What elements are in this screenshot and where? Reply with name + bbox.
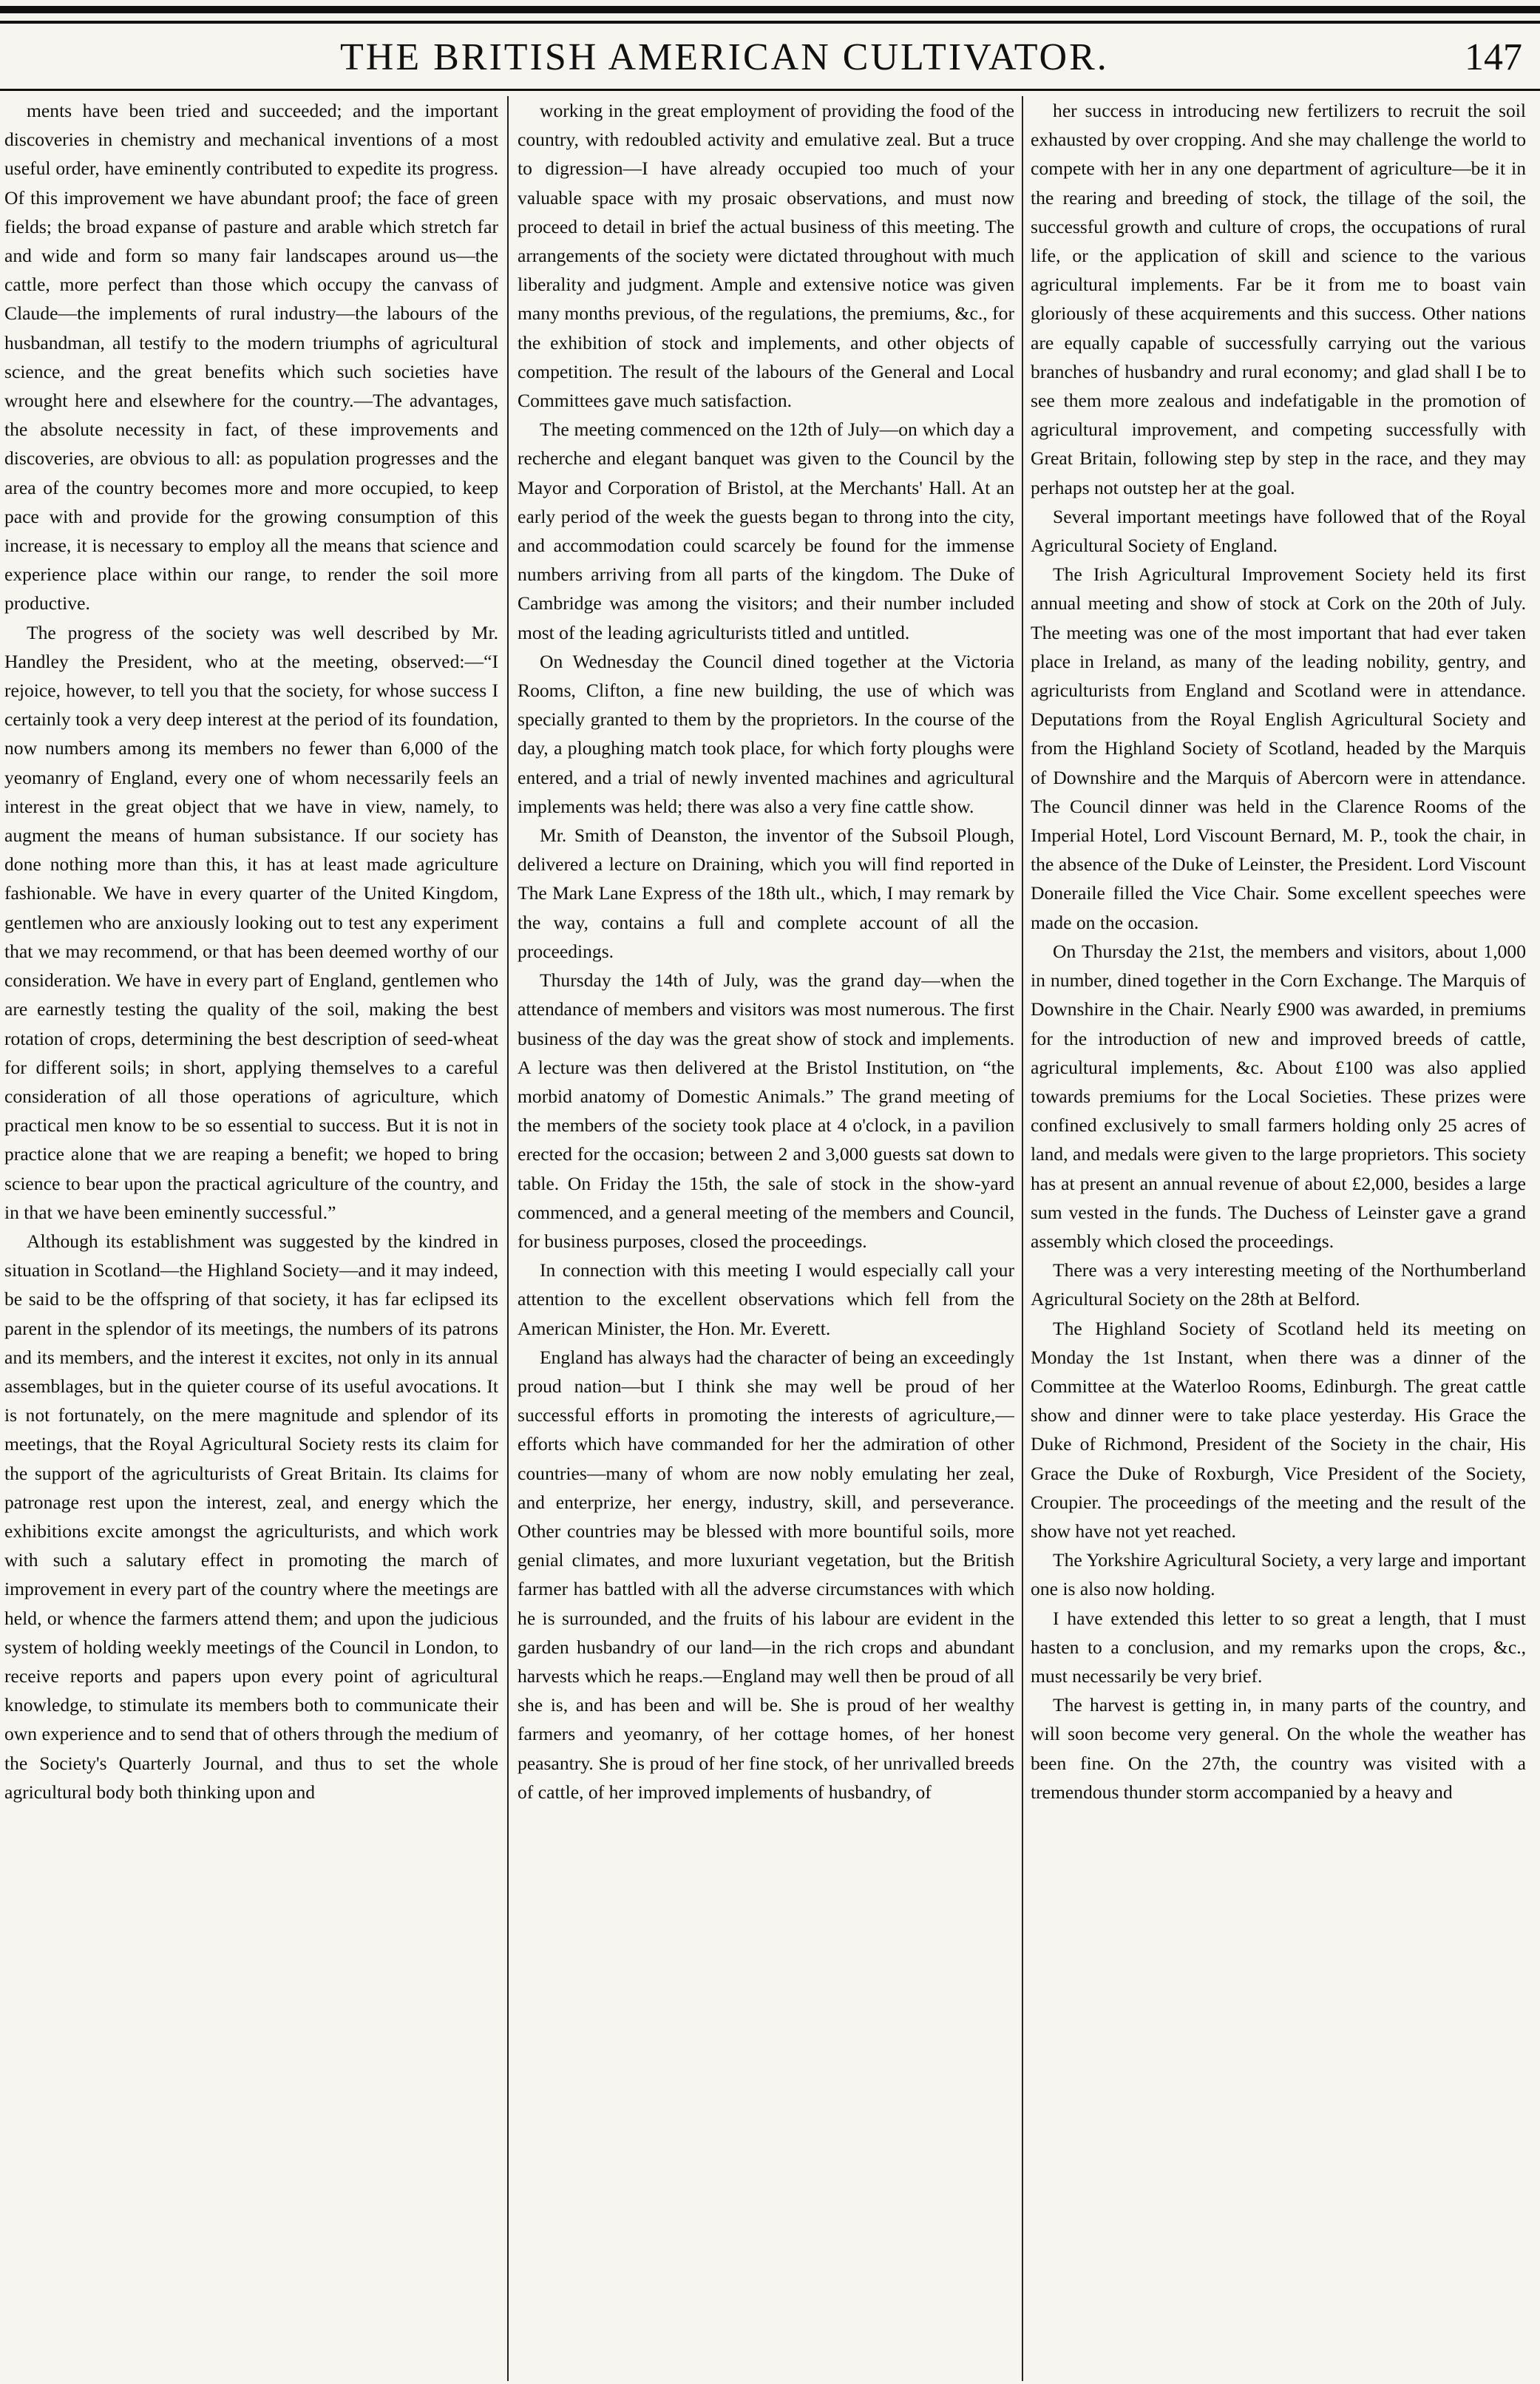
column-divider <box>507 96 509 2381</box>
paragraph: The Highland Society of Scotland held its meeting on Monday the 1st Instant, when there was a dinner of the Committee at the Waterloo Rooms, Edinburgh. The great cattle show and dinner were to take place yesterday. His Grace the Duke of Richmond, President of the Society in the chair, His Grace the Duke of Roxburgh, Vice President of the Society, Croupier. The proceedings of the meeting and the result of the show have not yet reached. <box>1031 1317 1526 1542</box>
top-thin-rule <box>0 21 1540 24</box>
paragraph: Several important meetings have followed that of the Royal Agricultural Society of England. <box>1031 505 1526 557</box>
paragraph: England has always had the character of being an exceedingly proud nation—but I think she may well be proud of her successful efforts in promoting the interests of agriculture,—efforts which have commanded for her the admiration of other countries—many of whom are now nobly emulating her zeal, and enterprize, her energy, industry, skill, and perseverance. Other countries may be blessed with more bountiful soils, more genial climates, and more luxuriant vegetation, but the British farmer has battled with all the adverse circumstances with which he is surrounded, and the fruits of his labour are evident in the garden husbandry of our land—in the rich crops and abundant harvests which he reaps.—England may well then be proud of all she is, and has been and will be. She is proud of her wealthy farmers and yeomanry, of her cottage homes, of her honest peasantry. She is proud of her fine stock, of her unrivalled breeds of cattle, of her improved implements of husbandry, of <box>518 1346 1014 1803</box>
column-right <box>1031 96 1526 2381</box>
paragraph: On Thursday the 21st, the members and visitors, about 1,000 in number, dined together in the Corn Exchange. The Marquis of Downshire in the Chair. Nearly £900 was awarded, in premiums for the introduction of new and improved breeds of cattle, agricultural implements, &c. About £100 was also applied towards premiums for the Local Societies. These prizes were confined exclusively to small farmers holding only 25 acres of land, and medals were given to the large proprietors. This society has at present an annual revenue of about £2,000, besides a large sum vested in the funds. The Duchess of Leinster gave a grand assembly which closed the proceedings. <box>1031 940 1526 1252</box>
paragraph: The harvest is getting in, in many parts of the country, and will soon become very general. On the whole the weather has been fine. On the 27th, the country was visited with a tremendous thunder storm accompanied by a heavy and <box>1031 1694 1526 1803</box>
paragraph: Mr. Smith of Deanston, the inventor of the Subsoil Plough, delivered a lecture on Draining, which you will find reported in The Mark Lane Express of the 18th ult., which, I may remark by the way, contains a full and complete account of all the proceedings. <box>518 824 1014 962</box>
column-middle <box>518 96 1014 2381</box>
top-thick-rule <box>0 6 1540 13</box>
paragraph: The Yorkshire Agricultural Society, a very large and important one is also now holding. <box>1031 1549 1526 1600</box>
paragraph: In connection with this meeting I would especially call your attention to the excellent observations which fell from the American Minister, the Hon. Mr. Everett. <box>518 1259 1014 1339</box>
page-number: 147 <box>1465 36 1522 78</box>
paragraph: her success in introducing new fertilizers to recruit the soil exhausted by over cropping. And she may challenge the world to compete with her in any one department of agriculture—be it in the rearing and breeding of stock, the tillage of the soil, the successful growth and culture of crops, the occupations of rural life, or the application of skill and science to the various agricultural implements. Far be it from me to boast vain gloriously of these acquirements and this success. Other nations are equally capable of successfully carrying out the various branches of husbandry and rural economy; and glad shall I be to see them more zealous and indefatigable in the promotion of agricultural improvement, and competing successfully with Great Britain, following step by step in the race, and they may perhaps not outstep her at the goal. <box>1031 100 1526 498</box>
paragraph: working in the great employment of providing the food of the country, with redoubled activity and emulative zeal. But a truce to digression—I have already occupied too much of your valuable space with my prosaic observations, and must now proceed to detail in brief the actual business of this meeting. The arrangements of the society were dictated throughout with much liberality and judgment. Ample and extensive notice was given many months previous, of the regulations, the premiums, &c., for the exhibition of stock and implements, and other objects of competition. The result of the labours of the General and Local Committees gave much satisfaction. <box>518 100 1014 412</box>
column-left <box>4 96 498 2381</box>
paragraph: Thursday the 14th of July, was the grand day—when the attendance of members and visitors was most numerous. The first business of the day was the great show of stock and implements. A lecture was then delivered at the Bristol Institution, on “the morbid anatomy of Domestic Animals.” The grand meeting of the members of the society took place at 4 o'clock, in a pavilion erected for the occasion; between 2 and 3,000 guests sat down to table. On Friday the 15th, the sale of stock in the show-yard commenced, and a general meeting of the members and Council, for business purposes, closed the proceedings. <box>518 969 1014 1252</box>
page-title: THE BRITISH AMERICAN CULTIVATOR. <box>340 36 1109 78</box>
paragraph: I have extended this letter to so great a length, that I must hasten to a conclusion, and my remarks upon the crops, &c., must necessarily be very brief. <box>1031 1607 1526 1687</box>
paragraph: The meeting commenced on the 12th of July—on which day a recherche and elegant banquet was given to the Council by the Mayor and Corporation of Bristol, at the Merchants' Hall. At an early period of the week the guests began to throng into the city, and accommodation could scarcely be found for the immense numbers arriving from all parts of the kingdom. The Duke of Cambridge was among the visitors; and their number included most of the leading agriculturists titled and untitled. <box>518 419 1014 643</box>
paragraph: Although its establishment was suggested by the kindred in situation in Scotland—the Highland Society—and it may indeed, be said to be the offspring of that society, it has far eclipsed its parent in the splendor of its meetings, the numbers of its patrons and its members, and the interest it excites, not only in its annual assemblages, but in the quieter course of its useful avocations. It is not fortunately, on the mere magnitude and splendor of its meetings, that the Royal Agricultural Society rests its claim for the support of the agriculturists of Great Britain. Its claims for patronage rest upon the interest, zeal, and energy which the exhibitions excite amongst the agriculturists, and which work with such a salutary effect in promoting the march of improvement in every part of the country where the meetings are held, or whence the farmers attend them; and upon the judicious system of holding weekly meetings of the Council in London, to receive reports and papers upon every point of agricultural knowledge, to stimulate its members both to communicate their own experience and to send that of others through the medium of the Society's Quarterly Journal, and thus to set the whole agricultural body both thinking upon and <box>4 1230 498 1803</box>
masthead <box>0 27 1540 87</box>
column-divider <box>1022 96 1023 2381</box>
paragraph: On Wednesday the Council dined together at the Victoria Rooms, Clifton, a fine new building, the use of which was specially granted to them by the proprietors. In the course of the day, a ploughing match took place, for which forty ploughs were entered, and a trial of newly invented machines and agricultural implements was held; there was also a very fine cattle show. <box>518 650 1014 817</box>
paragraph: The Irish Agricultural Improvement Society held its first annual meeting and show of stock at Cork on the 20th of July. The meeting was one of the most important that had ever taken place in Ireland, as many of the leading nobility, gentry, and agriculturists from England and Scotland were in attendance. Deputations from the Royal English Agricultural Society and from the Highland Society of Scotland, headed by the Marquis of Downshire and the Marquis of Abercorn were in attendance. The Council dinner was held in the Clarence Rooms of the Imperial Hotel, Lord Viscount Bernard, M. P., took the chair, in the absence of the Duke of Leinster, the President. Lord Viscount Donerailе filled the Vice Chair. Some excellent speeches were made on the occasion. <box>1031 563 1526 933</box>
paragraph: ments have been tried and succeeded; and the important discoveries in chemistry and mechanical inventions of a most useful order, have eminently contributed to expedite its progress. Of this improvement we have abundant proof; the face of green fields; the broad expanse of pasture and arable which stretch far and wide and form so many fair landscapes around us—the cattle, more perfect than those which occupy the canvass of Claude—the implements of rural industry—the labours of the husbandman, all testify to the modern triumphs of agricultural science, and the great benefits which such societies have wrought here and elsewhere for the country.—The advantages, the absolute necessity in fact, of these improvements and discoveries, are obvious to all: as population progresses and the area of the country becomes more and more occupied, to keep pace with and provide for the growing consumption of this increase, it is necessary to employ all the means that science and experience place within our range, to render the soil more productive. <box>4 100 498 614</box>
paragraph: There was a very interesting meeting of the Northumberland Agricultural Society on the 28th at Belford. <box>1031 1259 1526 1310</box>
header-rule <box>0 89 1540 91</box>
paragraph: The progress of the society was well described by Mr. Handley the President, who at the meeting, observed:—“I rejoice, however, to tell you that the society, for whose success I certainly took a very deep interest at the period of its foundation, now numbers among its members no fewer than 6,000 of the yeomanry of England, every one of whom necessarily feels an interest in the great object that we have in view, namely, to augment the means of human subsistance. If our society has done nothing more than this, it has at least made agriculture fashionable. We have in every quarter of the United Kingdom, gentlemen who are anxiously looking out to test any experiment that we may recommend, or that has been deemed worthy of our consideration. We have in every part of England, gentlemen who are earnestly testing the quality of the soil, making the best rotation of crops, determining the best description of seed-wheat for different soils; in short, applying themselves to a careful consideration of all those operations of agriculture, which practical men know to be so essential to success. But it is not in practice alone that we are reaping a benefit; we hoped to bring science to bear upon the practical agriculture of the country, and in that we have been eminently successful.” <box>4 621 498 1223</box>
